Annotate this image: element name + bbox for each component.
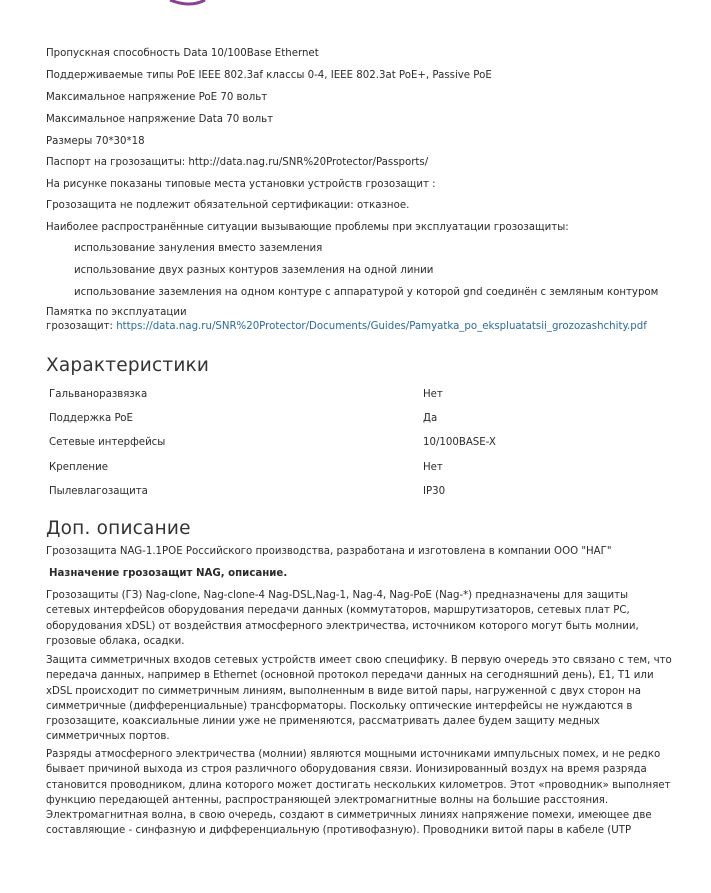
problem-item: использование зануления вместо заземления [74, 243, 323, 254]
intro-passport: Паспорт на грозозащиты: http://data.nag.ru/SNR%20Protector/Passports/ [46, 157, 429, 168]
problem-item: использование двух разных контуров заземления на одной линии [74, 265, 434, 276]
memo-prefix: грозозащит: [46, 321, 117, 332]
intro-problems-heading: Наиболее распространённые ситуации вызывающие проблемы при эксплуатации грозозащиты: [46, 222, 569, 233]
intro-certification: Грозозащита не подлежит обязательной сертификации: отказное. [46, 200, 410, 211]
spec-row [0, 486, 711, 502]
spec-value: 10/100BASE-X [423, 437, 496, 448]
description-paragraph: Разряды атмосферного электричества (молнии) являются мощными источниками импульсных помех, и не редко бывает причиной выхода из строя различного оборудования связи. Ионизированный воздух на время разряда становится проводником, длина которого может достигать нескольких километров. Этот «проводник» выполняет функцию передающей антенны, распространяющей электромагнитные волны на большие расстояния. Электромагнитная волна, в свою очередь, создают в симметричных линиях напряжение помехи, имеющее две составляющие - синфазную и дифференциальную (противофазную). Проводники витой пары в кабеле (UTP [46, 749, 671, 837]
intro-bandwidth: Пропускная способность Data 10/100Base Ethernet [46, 48, 319, 59]
spec-value: Да [423, 413, 438, 424]
description-manufacturer: Грозозащита NAG-1.1POE Российского производства, разработана и изготовлена в компании ООО "НАГ" [46, 546, 612, 557]
description-paragraph: Защита симметричных входов сетевых устройств имеет свою специфику. В первую очередь это связано с тем, что передача данных, например в Ethernet (основной протокол передачи данных на сегодняшний день), E1, T1 или xDSL происходит по симметричным линиям, выполненным в виде витой пары, нагруженной с двух сторон на симметричные (дифференциальные) трансформаторы. Поскольку оптические интерфейсы не нуждаются в грозозащите, коаксиальные линии уже не применяются, рассматривать далее будем защиту медных симметричных портов. [46, 655, 672, 743]
intro-install-places: На рисунке показаны типовые места установки устройств грозозащит : [46, 179, 436, 190]
intro-max-data: Максимальное напряжение Data 70 вольт [46, 114, 274, 125]
memo-label: Памятка по эксплуатации [46, 307, 187, 318]
intro-poe-types: Поддерживаемые типы PoE IEEE 802.3af классы 0-4, IEEE 802.3at PoE+, Passive PoE [46, 70, 492, 81]
spec-row [0, 437, 711, 453]
description-heading: Доп. описание [46, 518, 191, 539]
spec-key: Поддержка PoE [49, 413, 133, 424]
intro-max-poe: Максимальное напряжение PoE 70 вольт [46, 92, 268, 103]
spec-value: IP30 [423, 486, 446, 497]
spec-key: Гальваноразвязка [49, 389, 148, 400]
characteristics-heading: Характеристики [46, 355, 210, 376]
intro-dimensions: Размеры 70*30*18 [46, 136, 145, 147]
logo-swoosh-fragment [160, 0, 220, 8]
memo-link[interactable]: https://data.nag.ru/SNR%20Protector/Documents/Guides/Pamyatka_po_ekspluatatsii_grozozashchity.pdf [116, 321, 647, 332]
spec-key: Крепление [49, 462, 108, 473]
spec-row [0, 389, 711, 405]
problem-item: использование заземления на одном контуре с аппаратурой у которой gnd соединён с земляным контуром [74, 287, 659, 298]
spec-value: Нет [423, 389, 443, 400]
spec-row [0, 462, 711, 478]
spec-key: Пылевлагозащита [49, 486, 148, 497]
spec-row [0, 413, 711, 429]
memo-line [46, 321, 647, 332]
description-subheading: Назначение грозозащит NAG, описание. [49, 568, 288, 579]
description-paragraph: Грозозащиты (ГЗ) Nag-clone, Nag-clone-4 Nag-DSL,Nag-1, Nag-4, Nag-PoE (Nag-*) предназначены для защиты сетевых интерфейсов оборудования передачи данных (коммутаторов, маршрутизаторов, сетевых плат PC, оборудования xDSL) от воздействия атмосферного электричества, источником которого могут быть молнии, грозовые облака, осадки. [46, 590, 639, 647]
spec-key: Сетевые интерфейсы [49, 437, 166, 448]
spec-value: Нет [423, 462, 443, 473]
